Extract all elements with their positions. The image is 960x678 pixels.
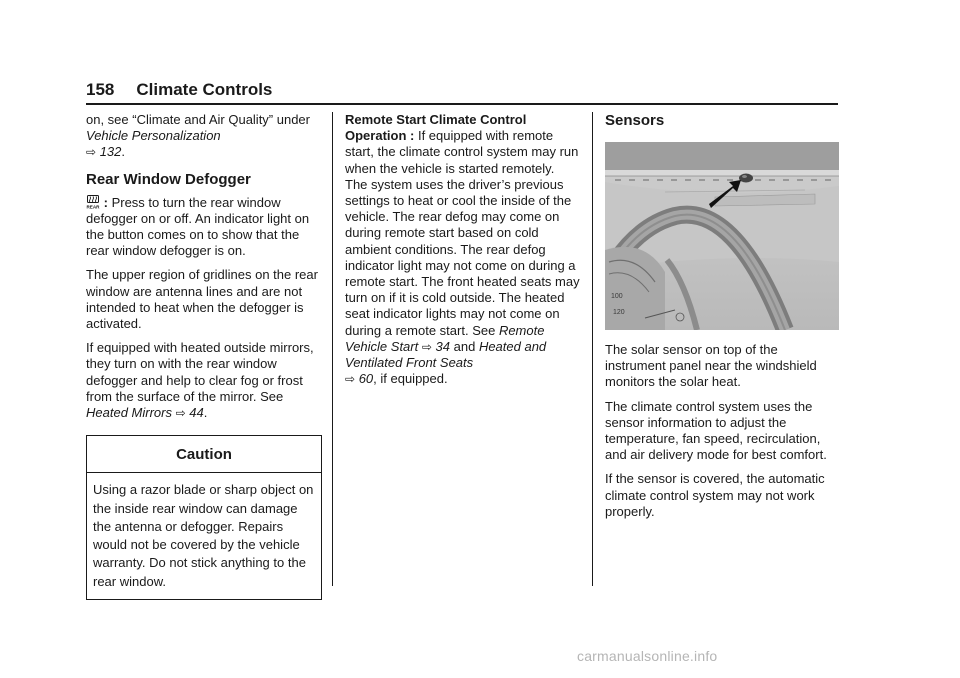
xref-arrow-icon: ⇨	[175, 406, 186, 421]
para-end: , if equipped.	[373, 371, 448, 387]
page-header	[86, 80, 272, 100]
xref-page: 132	[99, 144, 122, 160]
sensors-para1: The solar sensor on top of the instrument panel near the windshield monitors the solar heat.	[605, 342, 817, 390]
xref-arrow-icon: ⇨	[86, 145, 97, 160]
rear-defog-icon	[86, 195, 100, 209]
rear-defogger-heading: Rear Window Defogger	[86, 170, 251, 188]
rear-defogger-para3	[86, 340, 322, 421]
sensors-heading: Sensors	[605, 112, 665, 129]
caution-body: Using a razor blade or sharp object on the inside rear window can damage the antenna or defogger. Repairs would not be covered by the vehicle warranty. Do not stick anything to the rear window.	[93, 482, 314, 589]
sensors-para3: If the sensor is covered, the automatic climate control system may not work properly.	[605, 471, 825, 519]
para-text: Press to turn the rear window defogger on or off. An indicator light on the button comes on to show that the rear window defogger is on.	[86, 194, 310, 259]
xref-title: Vehicle Personalization	[86, 128, 221, 144]
para-end: .	[203, 405, 208, 421]
svg-text:100: 100	[611, 293, 623, 300]
xref-vehicle-personalization[interactable]	[86, 128, 221, 159]
rear-defogger-para1	[86, 195, 322, 260]
remote-start-paragraph	[345, 112, 580, 387]
solar-sensor-illustration	[605, 142, 839, 330]
xref-arrow-icon: ⇨	[345, 372, 356, 387]
column-left	[86, 112, 322, 600]
xref-title: Heated and Ventilated Front Seats	[345, 338, 547, 371]
xref-arrow-icon: ⇨	[421, 339, 432, 354]
svg-text:REAR: REAR	[86, 204, 100, 209]
caution-box	[86, 435, 322, 600]
xref-title: Remote Vehicle Start	[345, 322, 545, 354]
intro-text: on, see “Climate and Air Quality” under	[86, 112, 310, 127]
caution-title: Caution	[87, 436, 321, 473]
chapter-title: Climate Controls	[136, 80, 273, 99]
intro-paragraph: on, see “Climate and Air Quality” under Vehicle Personalization ⇨ 132.	[86, 112, 310, 160]
remote-start-runin-title: Remote Start Climate Control Operation :	[345, 112, 527, 144]
xref-title: Heated Mirrors	[86, 405, 172, 421]
runin-colon: :	[100, 194, 112, 210]
remote-start-body: If equipped with remote start, the climate control system may run when the vehicle is started remotely. The system uses the driver’s previous settings to heat or cool the inside of the vehicle. The rear defog may come on during remote start based on cold ambient conditions. The rear defog indicator light may not come on during a remote start. The front heated seats may turn on if it is cold outside. The heated seat indicator lights may not come on during a remote start.	[345, 128, 580, 338]
see-label: See	[472, 322, 499, 338]
xref-page: 44	[189, 405, 204, 421]
sensors-para2: The climate control system uses the sensor information to adjust the temperature, fan speed, recirculation, and air delivery mode for best comfort.	[605, 398, 827, 463]
watermark: carmanualsonline.info	[577, 648, 718, 664]
header-rule	[86, 103, 838, 105]
para-text: If equipped with heated outside mirrors, they turn on with the rear window defogger and help to clear fog or frost from the surface of the mirror. See	[86, 340, 314, 404]
rear-defogger-para2: The upper region of gridlines on the rear window are antenna lines and are not intended to heat when the defogger is activated.	[86, 267, 318, 332]
column-divider	[592, 112, 593, 586]
column-right	[605, 112, 839, 528]
column-divider	[332, 112, 333, 586]
xref-page: 60	[358, 371, 374, 387]
page-number: 158	[86, 80, 115, 99]
svg-text:120: 120	[613, 309, 625, 316]
xref-heated-mirrors[interactable]	[86, 405, 204, 420]
column-middle	[345, 112, 580, 395]
xref-page: 34	[435, 338, 451, 354]
and-label: and	[450, 338, 479, 354]
